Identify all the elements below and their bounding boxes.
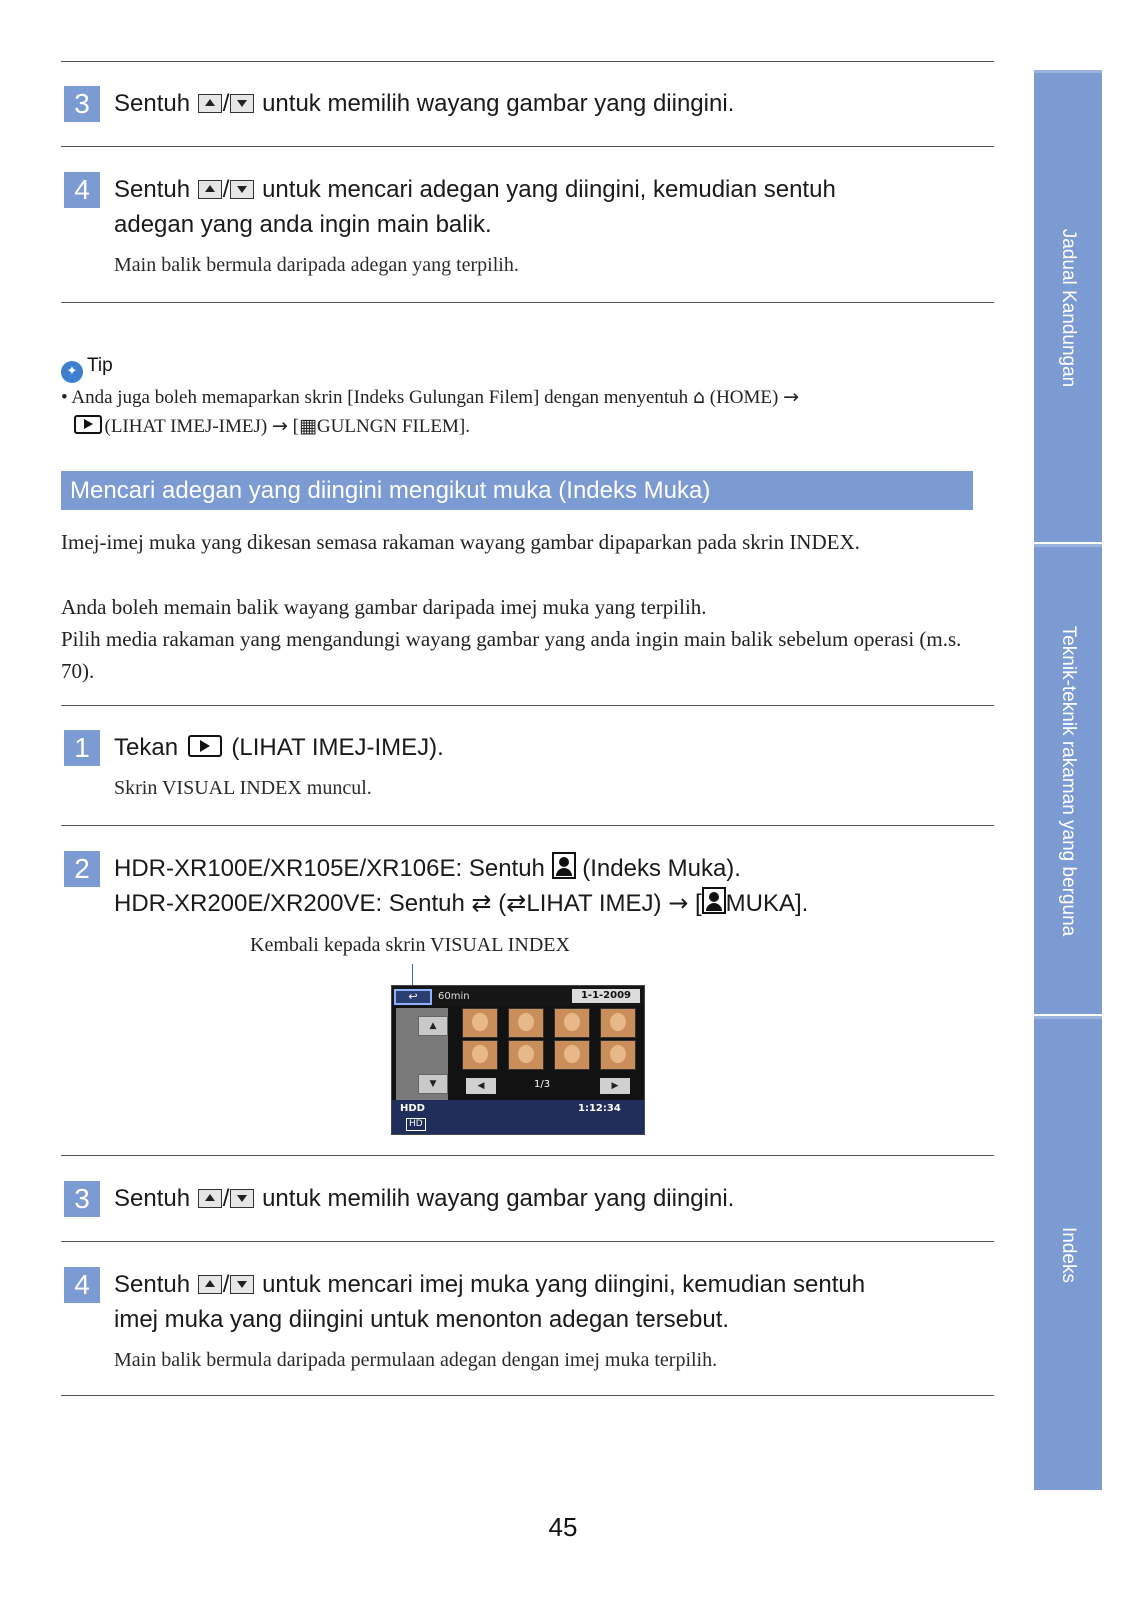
step-3-top [61,86,991,121]
down-arrow-icon [230,180,254,199]
face-thumbnail[interactable] [508,1040,544,1070]
step-text: Sentuh / untuk memilih wayang gambar yang diingini. [114,90,735,117]
tip-home: (HOME) [709,387,779,408]
page-number: 45 [548,1512,578,1542]
tip-bracket: [ [292,416,299,437]
step-text: Sentuh / untuk mencari adegan yang diingini, kemudian sentuh adegan yang anda ingin main balik. [114,176,836,238]
face-thumbnail[interactable] [600,1008,636,1038]
step-text-pre: Sentuh [114,90,197,117]
step-text-pre: Sentuh [114,1185,197,1212]
bullet: • [61,387,68,408]
face-thumbnail[interactable] [508,1008,544,1038]
sidebar-tab-techniques[interactable] [1034,544,1102,1014]
next-page-icon[interactable]: ▶ [600,1078,630,1094]
step-number: 4 [64,172,100,208]
section-header [61,471,973,510]
tip-film-roll: GULNGN FILEM]. [316,416,470,437]
step-number: 4 [64,1267,100,1303]
prev-page-icon[interactable]: ◀ [466,1078,496,1094]
sidebar-tab-contents[interactable] [1034,70,1102,542]
lightbulb-icon: ✦ [61,361,83,383]
step-1 [61,730,991,801]
step-text: Sentuh / untuk memilih wayang gambar yang diingini. [114,1185,735,1212]
home-icon: ⌂ [692,386,705,408]
step-text-line1: HDR-XR100E/XR105E/XR106E: Sentuh [114,855,552,882]
callout-line [412,964,413,986]
sidebar-tab-label: Jadual Kandungan [1058,228,1079,387]
down-arrow-icon [230,1275,254,1294]
section-paragraph: Pilih media rakaman yang mengandungi wayang gambar yang anda ingin main balik sebelum operasi (m.s. 70). [61,627,962,683]
switch-icon: ⇄ [506,889,527,917]
media-label: HDD [400,1103,425,1114]
step-4 [61,1267,991,1373]
return-icon[interactable]: ↩ [394,989,432,1005]
screen-side-panel [396,1008,448,1102]
up-arrow-icon [198,180,222,199]
divider [61,1395,994,1396]
page-navigation [462,1078,640,1094]
page-indicator: 1/3 [534,1079,551,1090]
step-text-post: untuk memilih wayang gambar yang diingini. [255,90,735,117]
step-3 [61,1181,991,1216]
divider [61,61,994,62]
sidebar-tab-index[interactable] [1034,1016,1102,1490]
step-number: 1 [64,730,100,766]
visual-index-screen [391,985,645,1135]
tip-text [61,383,961,441]
step-text-face: MUKA]. [725,890,809,917]
up-arrow-icon [198,1275,222,1294]
face-index-icon [552,852,576,879]
section-title: Mencari adegan yang diingini mengikut muka (Indeks Muka) [70,477,711,504]
step-4-top [61,172,991,278]
tip-heading [61,355,113,383]
step-text: Sentuh / untuk mencari imej muka yang diingini, kemudian sentuh imej muka yang diingini untuk menonton adegan tersebut. [114,1271,866,1333]
recording-time: 1:12:34 [578,1103,621,1114]
view-images-icon [188,735,222,757]
figure-callout: Kembali kepada skrin VISUAL INDEX [250,934,570,956]
arrow-right-icon: → [783,386,800,408]
step-text [114,730,991,765]
face-thumbnail[interactable] [600,1040,636,1070]
up-arrow-icon [198,1189,222,1208]
face-thumbnail[interactable] [462,1008,498,1038]
step-text-line2: HDR-XR200E/XR200VE: Sentuh [114,890,472,917]
step-note: Skrin VISUAL INDEX muncul. [114,777,372,799]
down-arrow-icon [230,1189,254,1208]
divider [61,825,994,826]
step-text-line2: imej muka yang diingini untuk menonton adegan tersebut. [114,1306,730,1333]
sidebar-tab-label: Teknik-teknik rakaman yang berguna [1058,625,1079,936]
arrow-right-icon: → [271,415,288,437]
scroll-up-icon[interactable]: ▲ [418,1016,448,1036]
play-icon [74,415,102,434]
divider [61,302,994,303]
step-text-post: untuk memilih wayang gambar yang diingini. [255,1185,735,1212]
film-roll-icon: ▦ [298,415,317,437]
step-note: Main balik bermula daripada adegan yang terpilih. [114,254,519,276]
step-note: Main balik bermula daripada permulaan adegan dengan imej muka terpilih. [114,1349,718,1371]
step-text-post: (LIHAT IMEJ-IMEJ). [224,734,444,761]
step-number: 3 [64,1181,100,1217]
face-thumbnails [460,1008,642,1070]
up-arrow-icon [198,94,222,113]
screen-date: 1-1-2009 [572,989,640,1003]
arrow-right-icon: → [668,889,689,917]
sidebar-tab-label: Indeks [1058,1226,1079,1283]
step-text-line2: adegan yang anda ingin main balik. [114,211,492,238]
switch-icon: ⇄ [471,889,492,917]
section-paragraph: Imej-imej muka yang dikesan semasa rakaman wayang gambar dipaparkan pada skrin INDEX. [61,530,860,554]
tip-label: Tip [87,355,113,376]
tip-line1: Anda juga boleh memaparkan skrin [Indeks Gulungan Filem] dengan menyentuh [71,387,693,408]
step-text-post: untuk mencari imej muka yang diingini, kemudian sentuh [255,1271,866,1298]
step-text-pre: Sentuh [114,1271,197,1298]
divider [61,705,994,706]
face-thumbnail[interactable] [554,1008,590,1038]
section-paragraph: Anda boleh memain balik wayang gambar daripada imej muka yang terpilih. [61,595,707,619]
down-arrow-icon [230,94,254,113]
step-number: 3 [64,86,100,122]
screen-status-bar [392,1100,644,1134]
step-text-pre: Sentuh [114,176,197,203]
step-text-post: untuk mencari adegan yang diingini, kemudian sentuh [255,176,836,203]
step-text: HDR-XR100E/XR105E/XR106E: Sentuh (Indeks Muka). HDR-XR200E/XR200VE: Sentuh ⇄ (⇄LIHAT IMEJ) → [ MUKA]. [114,851,991,921]
step-2 [61,851,991,921]
face-thumbnail[interactable] [554,1040,590,1070]
face-thumbnail[interactable] [462,1040,498,1070]
step-text-line1-post: (Indeks Muka). [575,855,741,882]
scroll-down-icon[interactable]: ▼ [418,1074,448,1094]
divider [61,146,994,147]
step-text-view-image: LIHAT IMEJ) [526,890,662,917]
hd-badge: HD [406,1118,426,1131]
tip-view-images: (LIHAT IMEJ-IMEJ) [104,416,268,437]
divider [61,1155,994,1156]
battery-remaining: 60min [438,991,470,1002]
divider [61,1241,994,1242]
step-text-pre: Tekan [114,734,185,761]
face-icon [702,887,726,914]
step-number: 2 [64,851,100,887]
